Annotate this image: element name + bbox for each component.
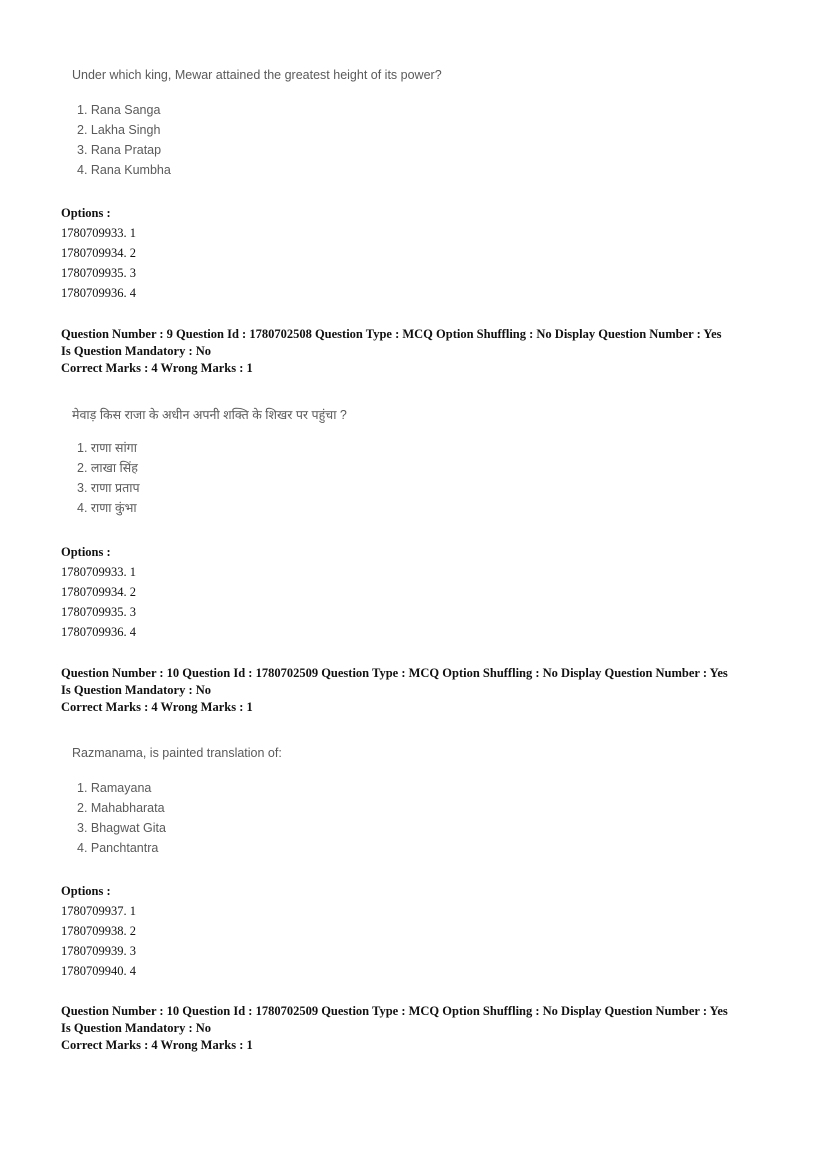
choice-item: 3. Bhagwat Gita [77,821,166,835]
option-row: 1780709938. 2 [61,924,136,938]
option-row: 1780709937. 1 [61,904,136,918]
choice-item: 4. राणा कुंभा [77,501,137,515]
option-row: 1780709935. 3 [61,605,136,619]
options-heading: Options : [61,206,111,220]
choice-item: 3. Rana Pratap [77,143,162,157]
choice-item: 2. लाखा सिंह [77,461,138,475]
choice-item: 1. राणा सांगा [77,441,137,455]
option-row: 1780709933. 1 [61,565,136,579]
options-block-1 [61,203,136,303]
question-text: Under which king, Mewar attained the greatest height of its power? [72,68,442,82]
choice-item: 3. राणा प्रताप [77,481,140,495]
options-block-3 [61,881,136,981]
options-block-2 [61,542,136,642]
option-row: 1780709934. 2 [61,585,136,599]
options-heading: Options : [61,884,111,898]
option-row: 1780709936. 4 [61,625,136,639]
choice-item: 4. Rana Kumbha [77,163,171,177]
marks-line: Correct Marks : 4 Wrong Marks : 1 [61,361,253,375]
choice-list [77,778,166,858]
option-row: 1780709934. 2 [61,246,136,260]
choice-item: 1. Rana Sanga [77,103,161,117]
mandatory-line: Is Question Mandatory : No [61,1021,212,1035]
options-heading: Options : [61,545,111,559]
question-meta-10 [61,665,728,716]
choice-item: 2. Mahabharata [77,801,165,815]
choice-list [77,100,171,180]
marks-line: Correct Marks : 4 Wrong Marks : 1 [61,700,253,714]
question-info-line: Question Number : 9 Question Id : 1780702508 Question Type : MCQ Option Shuffling : No Display Question Number : Yes [61,327,722,341]
mandatory-line: Is Question Mandatory : No [61,344,212,358]
question-meta-10-repeat [61,1003,728,1054]
question-info-line: Question Number : 10 Question Id : 1780702509 Question Type : MCQ Option Shuffling : No Display Question Number : Yes [61,1004,728,1018]
option-row: 1780709936. 4 [61,286,136,300]
option-row: 1780709939. 3 [61,944,136,958]
question-text: Razmanama, is painted translation of: [72,746,282,760]
mandatory-line: Is Question Mandatory : No [61,683,212,697]
marks-line: Correct Marks : 4 Wrong Marks : 1 [61,1038,253,1052]
option-row: 1780709933. 1 [61,226,136,240]
question-info-line: Question Number : 10 Question Id : 1780702509 Question Type : MCQ Option Shuffling : No Display Question Number : Yes [61,666,728,680]
question-text: मेवाड़ किस राजा के अधीन अपनी शक्ति के शिखर पर पहुंचा ? [72,408,347,422]
choice-item: 4. Panchtantra [77,841,159,855]
option-row: 1780709935. 3 [61,266,136,280]
question-meta-9 [61,326,722,377]
choice-list [77,438,140,518]
choice-item: 1. Ramayana [77,781,152,795]
option-row: 1780709940. 4 [61,964,136,978]
choice-item: 2. Lakha Singh [77,123,161,137]
